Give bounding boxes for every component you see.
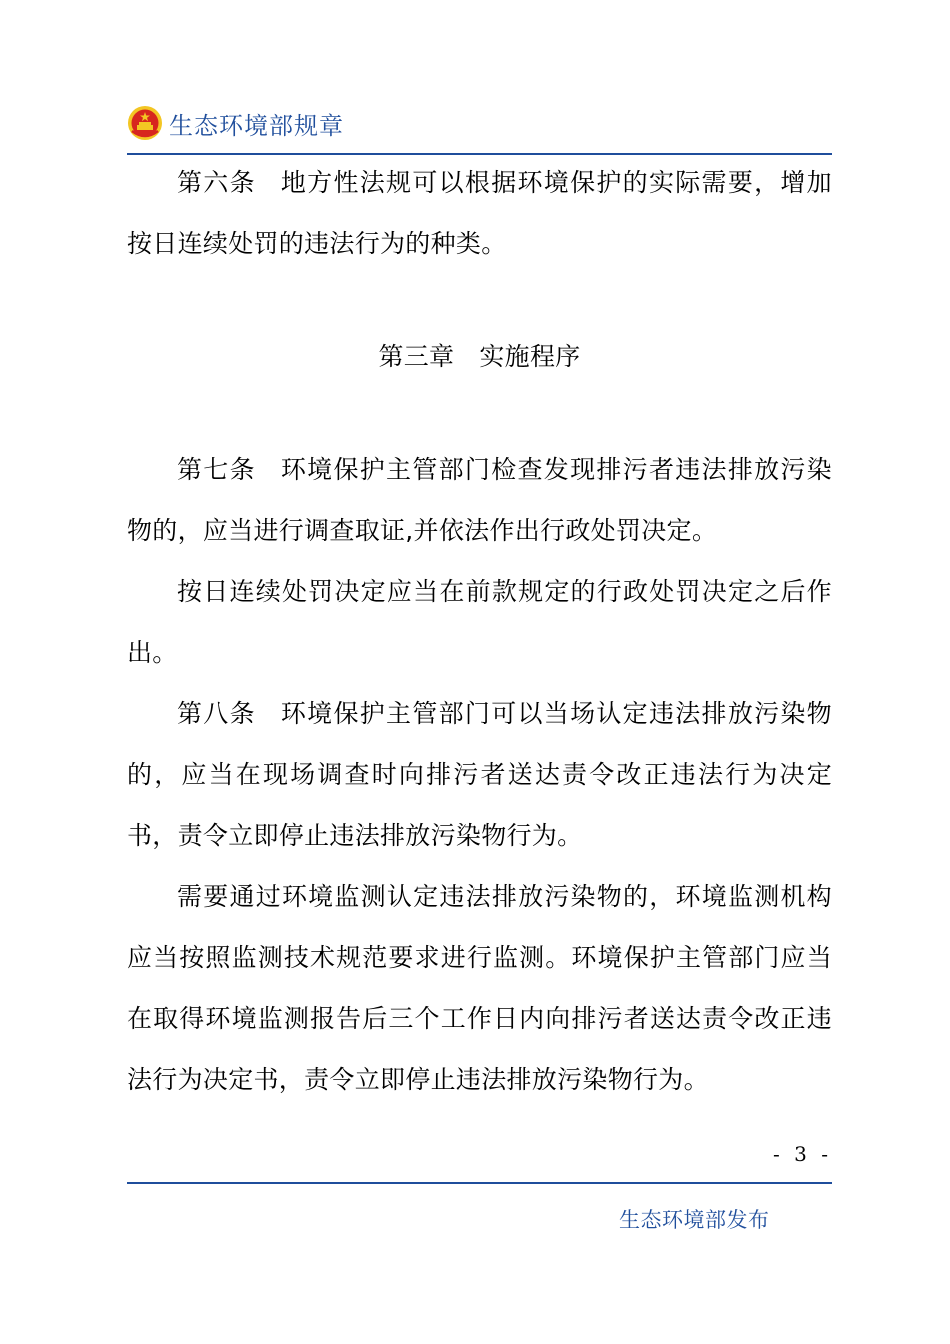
header (127, 100, 344, 146)
chapter-heading (127, 326, 832, 387)
chapter-number: 第三章 (378, 342, 455, 371)
footer-divider (127, 1182, 832, 1184)
article-8-text: 环境保护主管部门可以当场认定违法排放污染物的，应当在现场调查时向排污者送达责令改正违法行为决定书，责令立即停止违法排放污染物行为。 (127, 699, 832, 850)
article-7-paragraph-2: 按日连续处罚决定应当在前款规定的行政处罚决定之后作出。 (127, 577, 832, 667)
page-number: - 3 - (773, 1142, 832, 1166)
header-title: 生态环境部规章 (169, 111, 344, 140)
article-7 (127, 439, 832, 561)
article-8-number: 第八条 (177, 699, 256, 728)
article-8-paragraph-2: 需要通过环境监测认定违法排放污染物的，环境监测机构应当按照监测技术规范要求进行监测。环境保护主管部门应当在取得环境监测报告后三个工作日内向排污者送达责令改正违法行为决定书，责令立即停止违法排放污染物行为。 (127, 882, 832, 1094)
document-body (127, 152, 832, 1110)
article-6 (127, 152, 832, 274)
article-8 (127, 683, 832, 866)
chapter-title: 实施程序 (479, 342, 581, 371)
footer-publisher: 生态环境部发布 (619, 1208, 770, 1232)
article-6-number: 第六条 (177, 168, 256, 197)
article-7-number: 第七条 (177, 455, 256, 484)
national-emblem-icon (127, 105, 163, 141)
article-6-text: 地方性法规可以根据环境保护的实际需要，增加按日连续处罚的违法行为的种类。 (127, 168, 832, 258)
article-7-text: 环境保护主管部门检查发现排污者违法排放污染物的，应当进行调查取证,并依法作出行政处罚决定。 (127, 455, 832, 545)
